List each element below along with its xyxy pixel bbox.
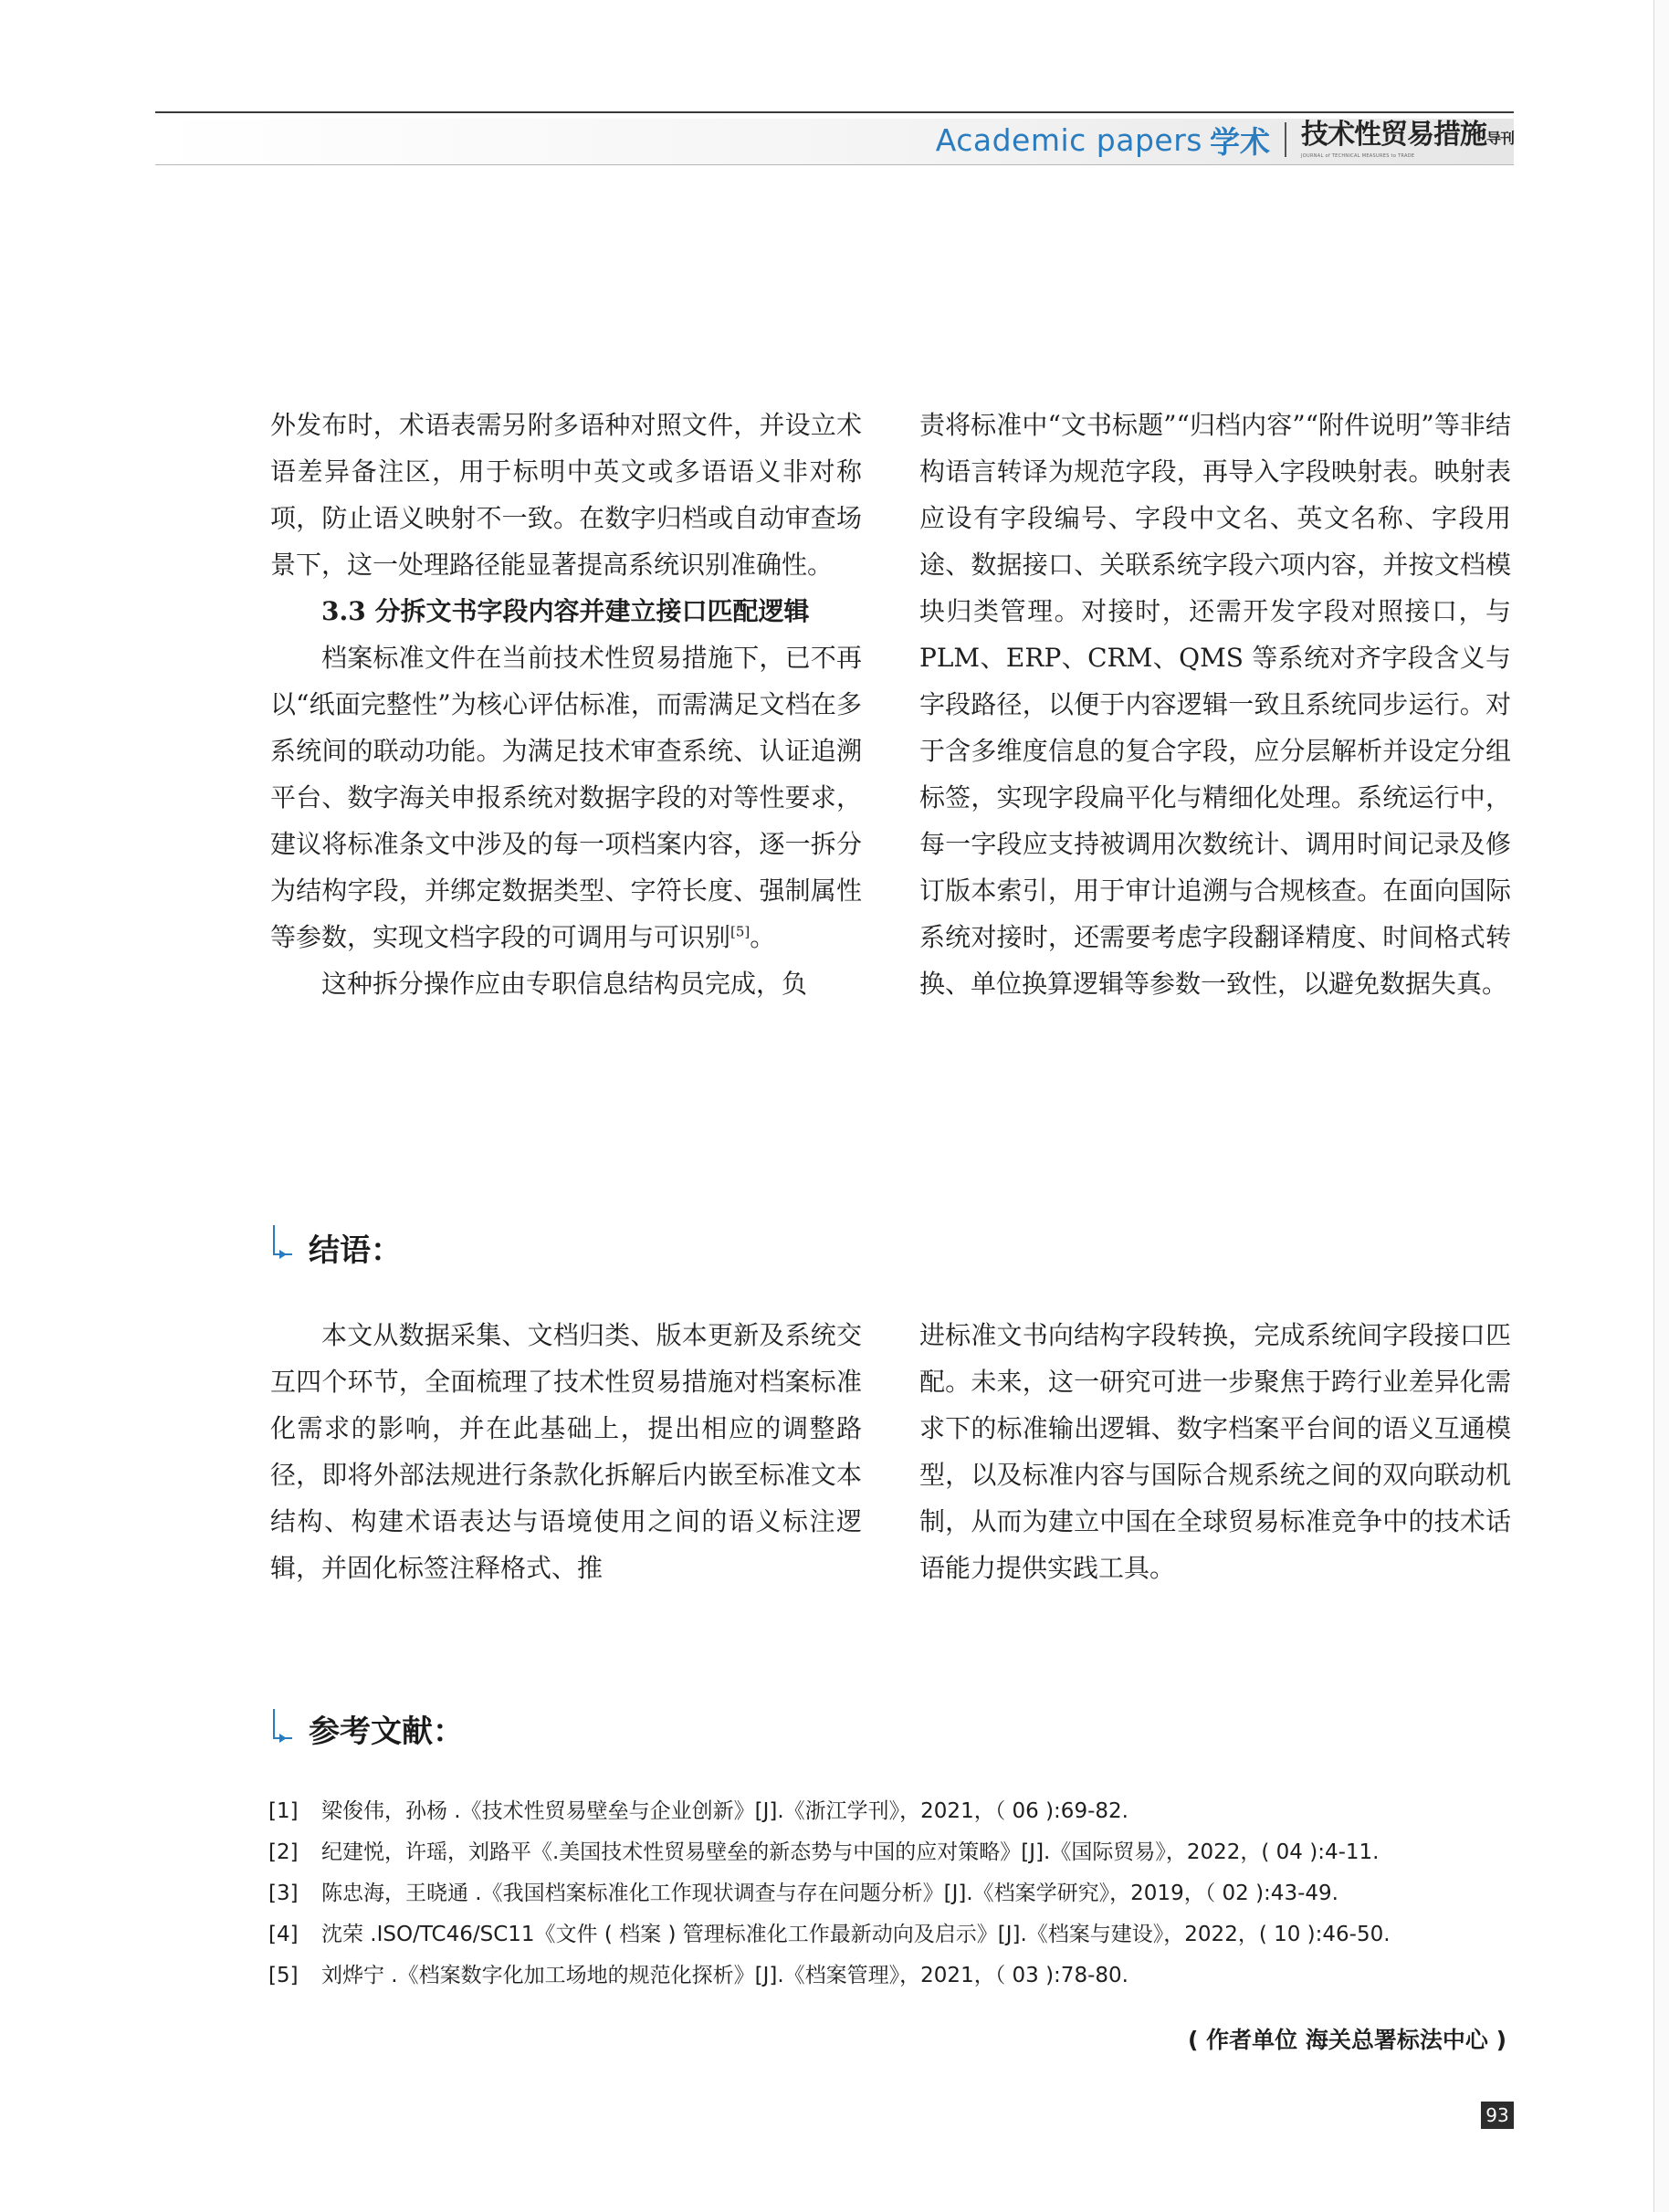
reference-item bbox=[268, 1914, 1519, 1955]
references-title: 参考文献： bbox=[309, 1714, 464, 1750]
conclusion-right-column bbox=[919, 1312, 1511, 1591]
conclusion-title: 结语： bbox=[309, 1232, 402, 1269]
reference-item bbox=[268, 1955, 1519, 1997]
reference-text: 陈忠海，王晓通 .《我国档案标准化工作现状调查与存在问题分析》[J].《档案学研究》，2019，（ 02 ):43-49. bbox=[321, 1882, 1338, 1905]
body-paragraph: 外发布时，术语表需另附多语种对照文件，并设立术语差异备注区，用于标明中英文或多语语义非对称项，防止语义映射不一致。在数字归档或自动审查场景下，这一处理路径能显著提高系统识别准确性。 bbox=[270, 410, 862, 580]
reference-text: 刘烨宁 .《档案数字化加工场地的规范化探析》[J].《档案管理》，2021，（ 03 ):78-80. bbox=[321, 1964, 1128, 1987]
header-separator bbox=[1285, 122, 1286, 157]
header-rule bbox=[155, 111, 1514, 113]
heading-bracket-icon bbox=[265, 1705, 298, 1749]
reference-number: [2] bbox=[268, 1840, 299, 1864]
reference-number: [5] bbox=[268, 1964, 299, 1987]
conclusion-paragraph: 进标准文书向结构字段转换，完成系统间字段接口匹配。未来，这一研究可进一步聚焦于跨行业差异化需求下的标准输出逻辑、数字档案平台间的语义互通模型，以及标准内容与国际合规系统之间的双向联动机制，从而为建立中国在全球贸易标准竞争中的技术话语能力提供实践工具。 bbox=[919, 1320, 1511, 1583]
reference-item bbox=[268, 1873, 1519, 1914]
section-label-en: Academic papers bbox=[935, 121, 1202, 158]
page-number: 93 bbox=[1481, 2102, 1514, 2129]
conclusion-left-column bbox=[270, 1312, 862, 1591]
section-heading-3-3: 3.3 分拆文书字段内容并建立接口匹配逻辑 bbox=[321, 596, 810, 626]
reference-item bbox=[268, 1791, 1519, 1832]
body-paragraph bbox=[270, 634, 862, 960]
reference-text: 纪建悦，许瑶，刘路平《.美国技术性贸易壁垒的新态势与中国的应对策略》[J].《国际贸易》，2022，( 04 ):4-11. bbox=[321, 1840, 1380, 1864]
reference-item bbox=[268, 1832, 1519, 1873]
reference-number: [4] bbox=[268, 1923, 299, 1946]
reference-text: 沈荣 .ISO/TC46/SC11《文件 ( 档案 ) 管理标准化工作最新动向及启示》[J].《档案与建设》，2022，( 10 ):46-50. bbox=[321, 1923, 1391, 1946]
section-label-cn: 学术 bbox=[1209, 123, 1270, 160]
page-edge bbox=[1653, 0, 1669, 2212]
conclusion-paragraph: 本文从数据采集、文档归类、版本更新及系统交互四个环节，全面梳理了技术性贸易措施对档案标准化需求的影响，并在此基础上，提出相应的调整路径，即将外部法规进行条款化拆解后内嵌至标准文本结构、构建术语表达与语境使用之间的语义标注逻辑，并固化标签注释格式、推 bbox=[270, 1320, 862, 1583]
reference-number: [1] bbox=[268, 1799, 299, 1823]
reference-number: [3] bbox=[268, 1882, 299, 1905]
reference-list bbox=[268, 1791, 1519, 1997]
heading-bracket-icon bbox=[265, 1221, 298, 1265]
body-left-column bbox=[270, 402, 862, 1007]
journal-name-en: JOURNAL of TECHNICAL MEASURES to TRADE bbox=[1300, 152, 1415, 159]
journal-name bbox=[1300, 118, 1514, 153]
body-paragraph: 责将标准中“文书标题”“归档内容”“附件说明”等非结构语言转译为规范字段，再导入字段映射表。映射表应设有字段编号、字段中文名、英文名称、字段用途、数据接口、关联系统字段六项内容，并按文档模块归类管理。对接时，还需开发字段对照接口，与 PLM、ERP、CRM、QMS 等系统对齐字段含义与字段路径，以便于内容逻辑一致且系统同步运行。对于含多维度信息的复合字段，应分层解析并设定分组标签，实现字段扁平化与精细化处理。系统运行中，每一字段应支持被调用次数统计、调用时间记录及修订版本索引，用于审计追溯与合规核查。在面向国际系统对接时，还需要考虑字段翻译精度、时间格式转换、单位换算逻辑等参数一致性，以避免数据失真。 bbox=[919, 410, 1511, 999]
citation-ref: [5] bbox=[730, 923, 751, 940]
running-head bbox=[936, 117, 1514, 162]
journal-suffix: 导刊 bbox=[1485, 129, 1514, 147]
body-text-end: 。 bbox=[750, 922, 776, 952]
journal-name-text: 技术性贸易措施 bbox=[1300, 118, 1486, 151]
author-affiliation: ( 作者单位 海关总署标法中心 ) bbox=[1188, 2027, 1506, 2053]
journal-logo bbox=[1300, 118, 1514, 160]
body-text: 档案标准文件在当前技术性贸易措施下，已不再以“纸面完整性”为核心评估标准，而需满足文档在多系统间的联动功能。为满足技术审查系统、认证追溯平台、数字海关申报系统对数据字段的对等性要求，建议将标准条文中涉及的每一项档案内容，逐一拆分为结构字段，并绑定数据类型、字符长度、强制属性等参数，实现文档字段的可调用与可识别 bbox=[270, 643, 862, 952]
reference-text: 梁俊伟，孙杨 .《技术性贸易壁垒与企业创新》[J].《浙江学刊》，2021，（ 06 ):69-82. bbox=[321, 1799, 1128, 1823]
body-right-column bbox=[919, 402, 1511, 1007]
body-paragraph: 这种拆分操作应由专职信息结构员完成，负 bbox=[321, 969, 808, 999]
